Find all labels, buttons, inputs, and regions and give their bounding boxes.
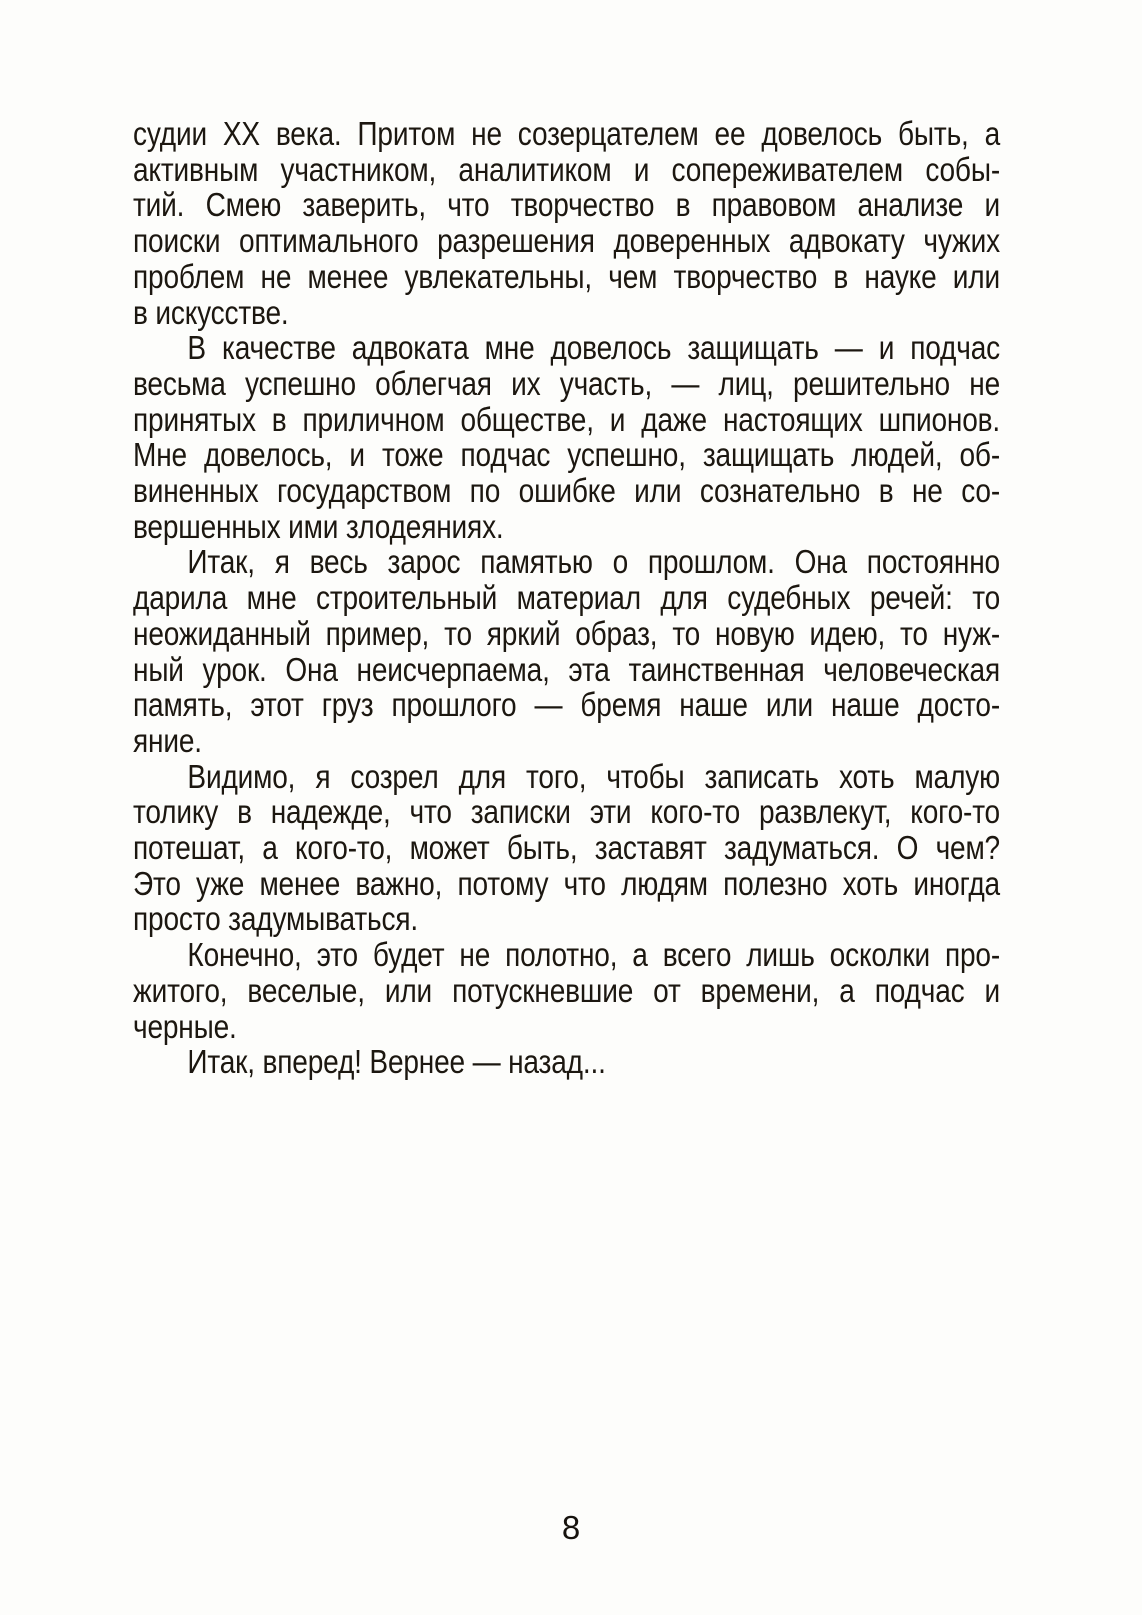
- paragraph: [133, 116, 1000, 330]
- paragraph: [133, 937, 1000, 1044]
- text-line: Итак, вперед! Вернее — назад...: [187, 1043, 606, 1081]
- text-line: яние.: [133, 721, 202, 759]
- text-line: весьма успешно облегчая их участь, — лиц, решительно не: [133, 364, 1000, 402]
- paragraph: [133, 1044, 1000, 1080]
- paragraph: [133, 544, 1000, 758]
- text-line: вершенных ими злодеяниях.: [133, 507, 504, 545]
- paragraph: [133, 330, 1000, 544]
- text-line: просто задумываться.: [133, 900, 418, 938]
- text-line: Видимо, я созрел для того, чтобы записать хоть малую: [187, 757, 1000, 795]
- text-line: потешат, а кого-то, может быть, заставят задуматься. О чем?: [133, 829, 1000, 867]
- text-line: память, этот груз прошлого — бремя наше или наше досто-: [133, 686, 1000, 724]
- text-line: неожиданный пример, то яркий образ, то новую идею, то нуж-: [133, 614, 1000, 652]
- text-line: активным участником, аналитиком и сопереживателем собы-: [133, 150, 1000, 188]
- text-line: проблем не менее увлекательны, чем творчество в науке или: [133, 257, 1000, 295]
- text-line: Это уже менее важно, потому что людям полезно хоть иногда: [133, 864, 1000, 902]
- text-line: ный урок. Она неисчерпаема, эта таинственная человеческая: [133, 650, 1000, 688]
- text-line: поиски оптимального разрешения доверенных адвокату чужих: [133, 222, 1000, 260]
- text-line: черные.: [133, 1007, 237, 1045]
- text-line: принятых в приличном обществе, и даже настоящих шпионов.: [133, 400, 1000, 438]
- text-line: толику в надежде, что записки эти кого-то развлекут, кого-то: [133, 793, 1000, 831]
- text-line: Конечно, это будет не полотно, а всего лишь осколки про-: [187, 936, 1000, 974]
- text-line: Итак, я весь зарос памятью о прошлом. Она постоянно: [187, 543, 1000, 581]
- text-line: в искусстве.: [133, 293, 289, 331]
- text-block: [133, 116, 1000, 1080]
- text-line: тий. Смею заверить, что творчество в правовом анализе и: [133, 186, 1000, 224]
- text-line: дарила мне строительный материал для судебных речей: то: [133, 579, 1000, 617]
- page-number: 8: [561, 1509, 581, 1546]
- paragraph: [133, 759, 1000, 938]
- text-line: В качестве адвоката мне довелось защищать — и подчас: [187, 329, 1000, 367]
- text-line: судии XX века. Притом не созерцателем ее довелось быть, а: [133, 115, 1000, 152]
- text-line: Мне довелось, и тоже подчас успешно, защищать людей, об-: [133, 436, 1000, 474]
- text-line: виненных государством по ошибке или сознательно в не со-: [133, 472, 1000, 510]
- text-line: житого, веселые, или потускневшие от времени, а подчас и: [133, 971, 1000, 1009]
